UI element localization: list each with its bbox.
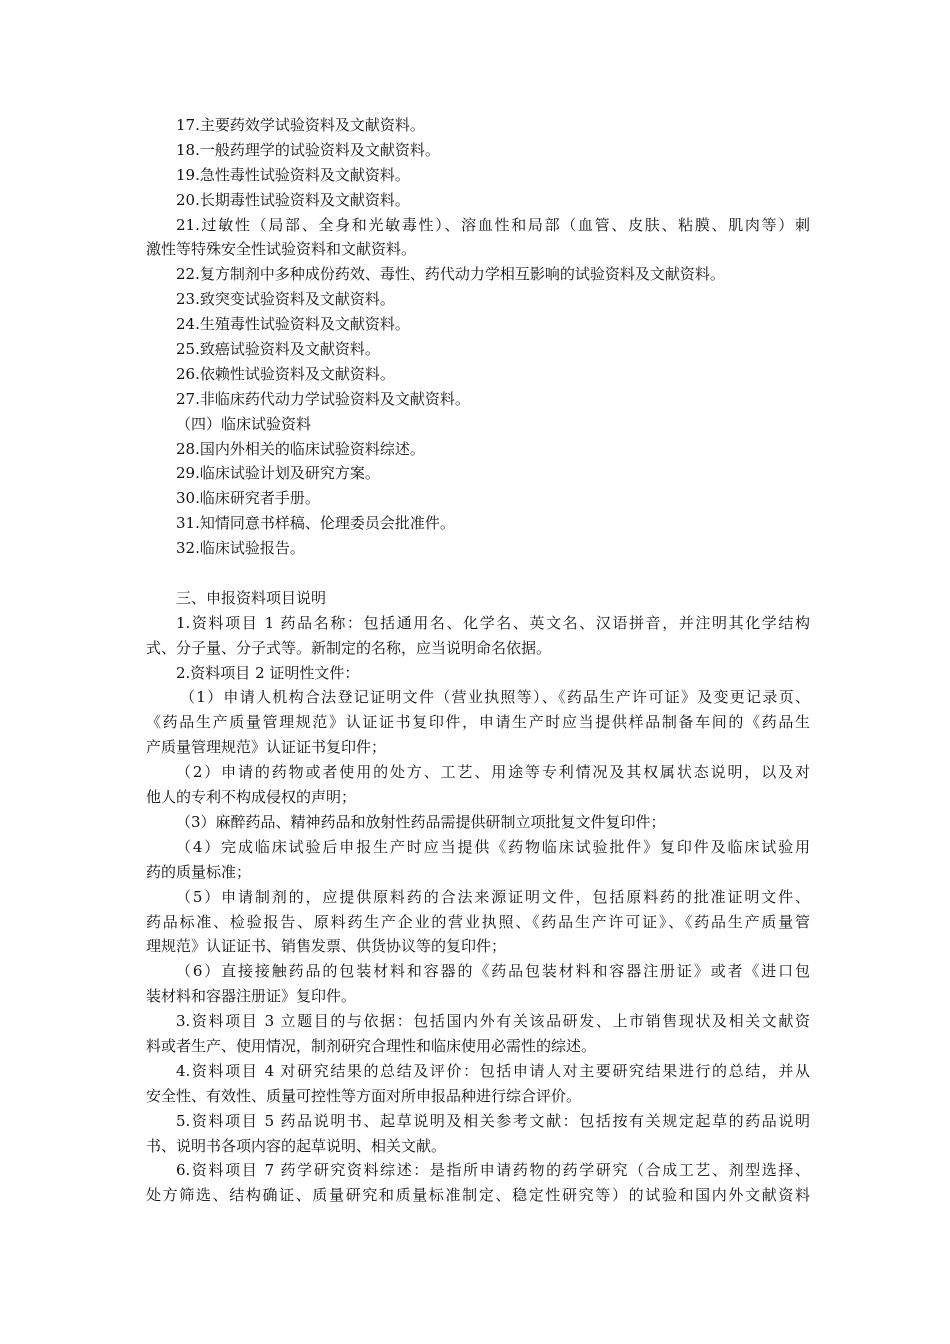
- sub-item-6-line1: （6）直接接触药品的包装材料和容器的《药品包装材料和容器注册证》或者《进口包: [176, 962, 810, 981]
- paragraph-1-line1: 1.资料项目 1 药品名称：包括通用名、化学名、英文名、汉语拼音，并注明其化学结构: [176, 613, 810, 632]
- list-item-32: 32.临床试验报告。: [176, 539, 305, 558]
- list-item-20: 20.长期毒性试验资料及文献资料。: [176, 190, 410, 209]
- sub-item-1-line1: （1）申请人机构合法登记证明文件（营业执照等）、《药品生产许可证》及变更记录页、: [180, 688, 810, 707]
- sub-item-1-line2: 《药品生产质量管理规范》认证证书复印件，申请生产时应当提供样品制备车间的《药品生: [146, 713, 810, 732]
- paragraph-4-line1: 4.资料项目 4 对研究结果的总结及评价：包括申请人对主要研究结果进行的总结，并从: [176, 1061, 810, 1080]
- paragraph-5-line1: 5.资料项目 5 药品说明书、起草说明及相关参考文献：包括按有关规定起草的药品说明: [176, 1111, 810, 1130]
- paragraph-3-line2: 料或者生产、使用情况，制剂研究合理性和临床使用必需性的综述。: [146, 1036, 597, 1055]
- list-item-30: 30.临床研究者手册。: [176, 489, 320, 508]
- sub-item-5-line1: （5）申请制剂的，应提供原料药的合法来源证明文件，包括原料药的批准证明文件、: [176, 887, 810, 906]
- section-3-heading: 三、申报资料项目说明: [176, 588, 327, 607]
- document-page: [146, 113, 810, 1208]
- sub-item-4-line1: （4）完成临床试验后申报生产时应当提供《药物临床试验批件》复印件及临床试验用: [176, 837, 810, 856]
- sub-item-6-line2: 装材料和容器注册证》复印件。: [146, 987, 357, 1006]
- sub-item-4-line2: 药的质量标准；: [146, 862, 252, 881]
- list-item-19: 19.急性毒性试验资料及文献资料。: [176, 165, 410, 184]
- clinical-section-heading: （四）临床试验资料: [176, 414, 312, 433]
- section-gap: [146, 561, 810, 586]
- paragraph-5-line2: 书、说明书各项内容的起草说明、相关文献。: [146, 1136, 447, 1155]
- sub-item-2-line2: 他人的专利不构成侵权的声明；: [146, 788, 357, 807]
- paragraph-4-line2: 安全性、有效性、质量可控性等方面对所申报品种进行综合评价。: [146, 1086, 582, 1105]
- paragraph-2: 2.资料项目 2 证明性文件：: [176, 663, 360, 682]
- paragraph-6-line1: 6.资料项目 7 药学研究资料综述：是指所申请药物的药学研究（合成工艺、剂型选择、: [176, 1161, 810, 1180]
- list-item-23: 23.致突变试验资料及文献资料。: [176, 290, 395, 309]
- sub-item-1-line3: 产质量管理规范》认证证书复印件；: [146, 738, 387, 757]
- list-item-22: 22.复方制剂中多种成份药效、毒性、药代动力学相互影响的试验资料及文献资料。: [176, 265, 725, 284]
- list-item-18: 18.一般药理学的试验资料及文献资料。: [176, 140, 440, 159]
- sub-item-2-line1: （2）申请的药物或者使用的处方、工艺、用途等专利情况及其权属状态说明，以及对: [176, 763, 810, 782]
- paragraph-6-line2: 处方筛选、结构确证、质量研究和质量标准制定、稳定性研究等）的试验和国内外文献资料: [146, 1186, 810, 1205]
- paragraph-3-line1: 3.资料项目 3 立题目的与依据：包括国内外有关该品研发、上市销售现状及相关文献资: [176, 1012, 810, 1031]
- list-item-17: 17.主要药效学试验资料及文献资料。: [176, 116, 425, 134]
- list-item-28: 28.国内外相关的临床试验资料综述。: [176, 439, 425, 458]
- list-item-21-line1: 21.过敏性（局部、全身和光敏毒性）、溶血性和局部（血管、皮肤、粘膜、肌肉等）刺: [176, 215, 810, 234]
- list-item-29: 29.临床试验计划及研究方案。: [176, 464, 380, 483]
- list-item-31: 31.知情同意书样稿、伦理委员会批准件。: [176, 514, 455, 533]
- list-item-26: 26.依赖性试验资料及文献资料。: [176, 364, 395, 383]
- paragraph-1-line2: 式、分子量、分子式等。新制定的名称，应当说明命名依据。: [146, 638, 552, 657]
- list-item-27: 27.非临床药代动力学试验资料及文献资料。: [176, 389, 470, 408]
- sub-item-3: （3）麻醉药品、精神药品和放射性药品需提供研制立项批复文件复印件；: [176, 812, 666, 831]
- list-item-25: 25.致癌试验资料及文献资料。: [176, 340, 380, 359]
- list-item-24: 24.生殖毒性试验资料及文献资料。: [176, 315, 410, 334]
- sub-item-5-line3: 理规范》认证证书、销售发票、供货协议等的复印件；: [146, 937, 507, 956]
- list-item-21-line2: 激性等特殊安全性试验资料和文献资料。: [146, 240, 417, 259]
- sub-item-5-line2: 药品标准、检验报告、原料药生产企业的营业执照、《药品生产许可证》、《药品生产质量管: [146, 912, 810, 931]
